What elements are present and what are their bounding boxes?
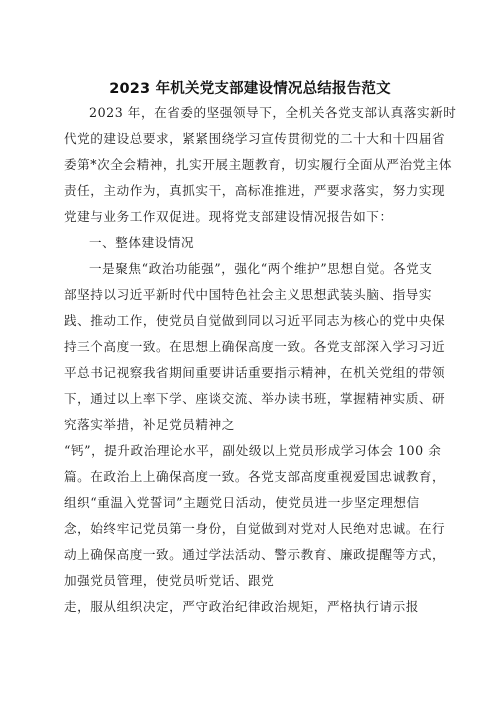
- paragraph-line: 篇。在政治上上确保高度一致。各党支部高度重视爱国忠诚教育，: [64, 469, 446, 484]
- paragraph-line: 平总书记视察我省期间重要讲话重要指示精神，在机关党组的带领: [64, 365, 446, 380]
- paragraph-line: 组织“重温入党誓词”主题党日活动，使党员进一步坚定理想信: [64, 495, 420, 510]
- paragraph-line: 下，通过以上率下学、座谈交流、举办读书班，掌握精神实质、研: [64, 391, 446, 406]
- paragraph-line: 代党的建设总要求，紧紧围绕学习宣传贯彻党的二十大和十四届省: [64, 131, 446, 146]
- paragraph-line: 一是聚焦“政治功能强”，强化“两个维护”思想自觉。各党支: [89, 261, 433, 276]
- paragraph-line: 党建与业务工作双促进。现将党支部建设情况报告如下：: [64, 209, 393, 224]
- paragraph-line: 部坚持以习近平新时代中国特色社会主义思想武装头脑、指导实: [64, 287, 433, 302]
- section-heading: 一、整体建设情况: [89, 235, 195, 250]
- paragraph-line: 走，服从组织决定，严守政治纪律政治规矩，严格执行请示报: [64, 599, 419, 614]
- document-title: 2023 年机关党支部建设情况总结报告范文: [109, 81, 391, 97]
- paragraph-line: 责任，主动作为，真抓实干，高标准推进，严要求落实，努力实现: [64, 183, 446, 198]
- paragraph-line: 2023 年，在省委的坚强领导下，全机关各党支部认真落实新时: [89, 105, 457, 120]
- paragraph-line: 委第*次全会精神，扎实开展主题教育，切实履行全面从严治党主体: [64, 157, 453, 172]
- paragraph-line: 念，始终牢记党员第一身份，自觉做到对党对人民绝对忠诚。在行: [64, 521, 446, 536]
- paragraph-line: “钙”，提升政治理论水平，副处级以上党员形成学习体会 100 余: [64, 443, 442, 458]
- document-body: [64, 100, 457, 620]
- paragraph-line: 动上确保高度一致。通过学法活动、警示教育、廉政提醒等方式，: [64, 547, 446, 562]
- paragraph-line: 践、推动工作，使党员自觉做到同以习近平同志为核心的党中央保: [64, 313, 446, 328]
- paragraph-line: 究落实举措，补足党员精神之: [64, 417, 235, 432]
- paragraph-line: 加强党员管理，使党员听党话、跟党: [64, 573, 275, 588]
- paragraph-line: 持三个高度一致。在思想上确保高度一致。各党支部深入学习习近: [64, 339, 446, 354]
